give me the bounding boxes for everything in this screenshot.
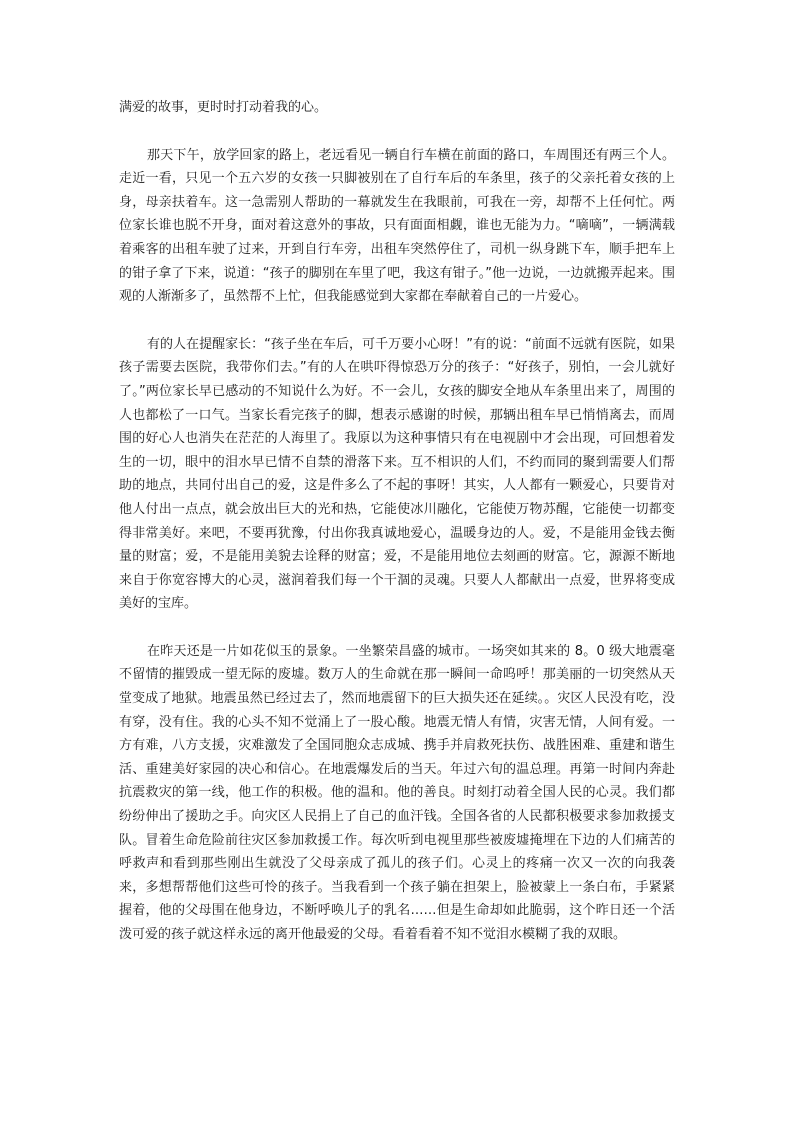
paragraph-1: 满爱的故事，更时时打动着我的心。 [119,100,328,115]
paragraph-4: 在昨天还是一片如花似玉的景象。一坐繁荣昌盛的城市。一场突如其来的 8。0 级大地震毫不留情的摧毁成一望无际的废墟。数万人的生命就在那一瞬间一命呜呼！那美丽的一切突然从天堂变成了地狱。地震虽然已经过去了，然而地震留下的巨大损失还在延续。。灾区人民没有吃，没有穿，没有住。我的心头不知不觉涌上了一股心酸。地震无情人有情，灾害无情，人间有爱。一方有难，八方支援，灾难激发了全国同胞众志成城、携手并肩救死扶伤、战胜困难、重建和谐生活、重建美好家园的决心和信心。在地震爆发后的当天。年过六旬的温总理。再第一时间内奔赴抗震救灾的第一线，他工作的积极。他的温和。他的善良。时刻打动着全国人民的心灵。我们都纷纷伸出了援助之手。向灾区人民捐上了自己的血汗钱。全国各省的人民都积极要求参加救援支队。冒着生命危险前往灾区参加救援工作。每次听到电视里那些被废墟掩埋在下边的人们痛苦的呼救声和看到那些刚出生就没了父母亲成了孤儿的孩子们。心灵上的疼痛一次又一次的向我袭来，多想帮帮他们这些可怜的孩子。当我看到一个孩子躺在担架上，脸被蒙上一条白布，手紧紧握着，他的父母围在他身边，不断呼唤儿子的乳名……但是生命却如此脆弱，这个昨日还一个活泼可爱的孩子就这样永远的离开他最爱的父母。看着看着不知不觉泪水模糊了我的双眼。 [119,643,675,942]
paragraph-3: 有的人在提醒家长：“孩子坐在车后，可千万要小心呀！”有的说：“前面不远就有医院，如果孩子需要去医院，我带你们去。”有的人在哄吓得惊恐万分的孩子：“好孩子，别怕，一会儿就好了。”两位家长早已感动的不知说什么为好。不一会儿，女孩的脚安全地从车条里出来了，周围的人也都松了一口气。当家长看完孩子的脚，想表示感谢的时候，那辆出租车早已悄悄离去，而周围的好心人也消失在茫茫的人海里了。我原以为这种事情只有在电视剧中才会出现，可回想着发生的一切，眼中的泪水早已情不自禁的滑落下来。互不相识的人们，不约而同的聚到需要人们帮助的地点，共同付出自己的爱，这是件多么了不起的事呀！其实，人人都有一颗爱心，只要肯对他人付出一点点，就会放出巨大的光和热，它能使冰川融化，它能使万物苏醒，它能使一切都变得非常美好。来吧，不要再犹豫，付出你我真诚地爱心，温暖身边的人。爱，不是能用金钱去衡量的财富；爱，不是能用美貌去诠释的财富；爱，不是能用地位去刻画的财富。它，源源不断地来自于你宽容博大的心灵，滋润着我们每一个干涸的灵魂。只要人人都献出一点爱，世界将变成美好的宝库。 [119,336,675,612]
paragraph-2: 那天下午，放学回家的路上，老远看见一辆自行车横在前面的路口，车周围还有两三个人。走近一看，只见一个五六岁的女孩一只脚被别在了自行车后的车条里，孩子的父亲托着女孩的上身，母亲扶着车。这一急需别人帮助的一幕就发生在我眼前，可我在一旁，却帮不上任何忙。两位家长谁也脱不开身，面对着这意外的事故，只有面面相觑，谁也无能为力。“嘀嘀”，一辆满载着乘客的出租车驶了过来，开到自行车旁，出租车突然停住了，司机一纵身跳下车，顺手把车上的钳子拿了下来，说道：“孩子的脚别在车里了吧，我这有钳子。”他一边说，一边就搬弄起来。围观的人渐渐多了，虽然帮不上忙，但我能感觉到大家都在奉献着自己的一片爱心。 [119,147,675,305]
document-page [119,96,675,971]
